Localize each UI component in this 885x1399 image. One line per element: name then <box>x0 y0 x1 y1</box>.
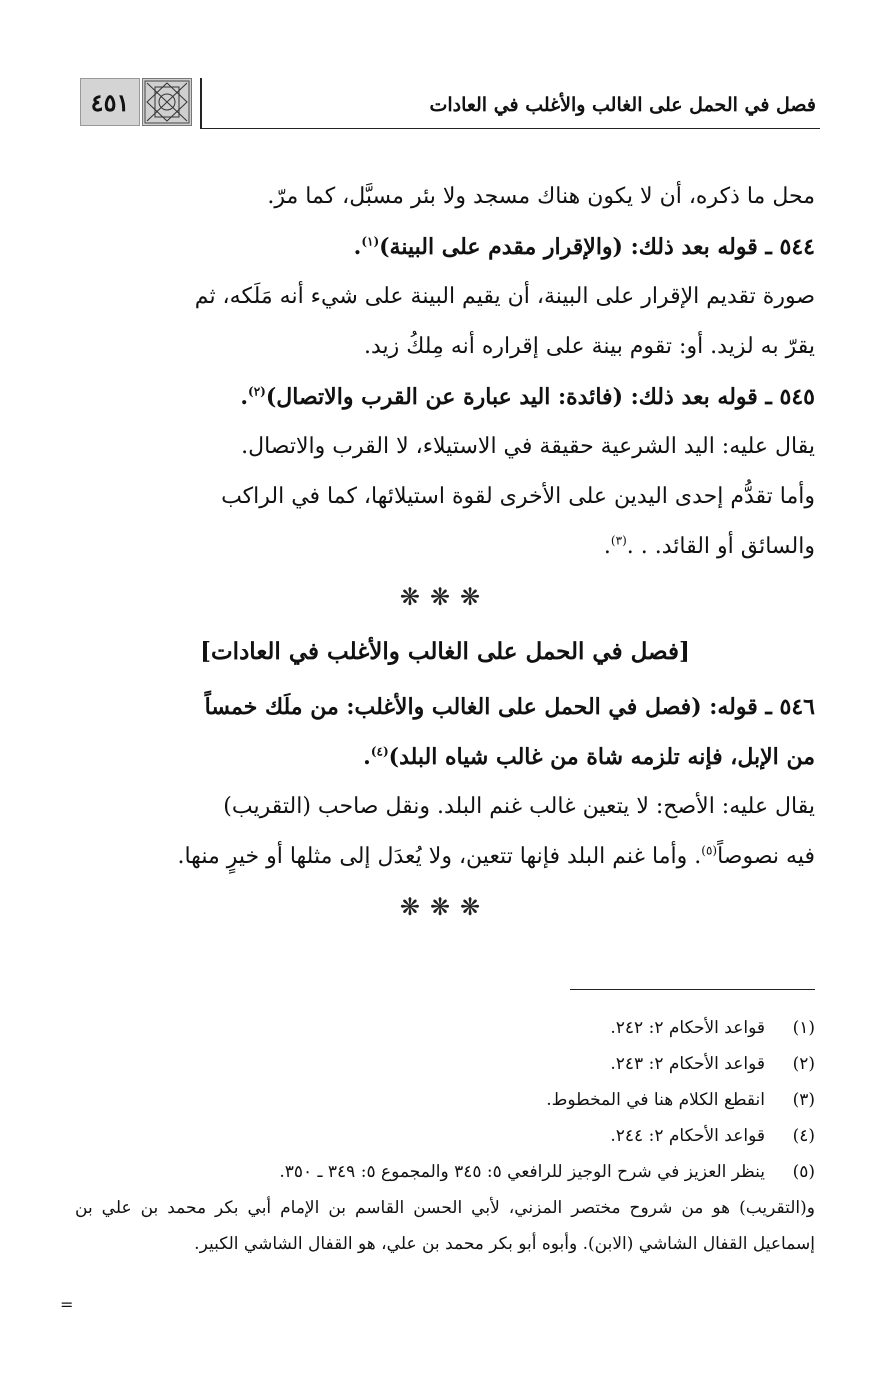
footnotes <box>75 1010 815 1262</box>
footnote-5-continuation: و(التقريب) هو من شروح مختصر المزني، لأبي الحسن القاسم بن الإمام أبي بكر محمد بن علي بن إسماعيل القفال الشاشي (الابن). وأبوه أبو بكر محمد بن علي، هو القفال الشاشي الكبير. <box>75 1198 815 1254</box>
geometric-ornament-icon <box>142 78 192 126</box>
header-rule <box>200 128 820 129</box>
page-number: ٤٥١ <box>80 78 140 126</box>
text-line: والسائق أو القائد. . .$^{(٣)}$. <box>603 533 815 559</box>
text-line: فيه نصوصاً$^{(٥)}$. وأما غنم البلد فإنها تتعين، ولا يُعدَل إلى مثلها أو خيرٍ منها. <box>177 843 815 869</box>
text-line: يقرّ به لزيد. أو: تقوم بينة على إقراره أنه مِلكُ زيد. <box>363 334 815 359</box>
footnote-ref: (٥) <box>701 843 718 858</box>
footnote-1: (١) قواعد الأحكام ٢: ٢٤٢. <box>610 1018 815 1038</box>
footnote-5: (٥) ينظر العزيز في شرح الوجيز للرافعي ٥: ٣٤٥ والمجموع ٥: ٣٤٩ ـ ٣٥٠. <box>279 1162 815 1182</box>
running-title: فصل في الحمل على الغالب والأغلب في العادات <box>429 94 816 116</box>
footnote-rule <box>570 989 815 990</box>
footnote-ref: (٢) <box>248 384 266 399</box>
main-text <box>75 172 815 932</box>
section-title: [فصل في الحمل على الغالب والأغلب في العادات] <box>200 638 690 665</box>
footnote-2: (٢) قواعد الأحكام ٢: ٢٤٣. <box>610 1054 815 1074</box>
footnote-ref: (١) <box>361 234 380 249</box>
page-header <box>70 72 820 132</box>
text-line: وأما تقدُّم إحدى اليدين على الأخرى لقوة استيلائها، كما في الراكب <box>221 484 815 509</box>
text-line: محل ما ذكره، أن لا يكون هناك مسجد ولا بئر مسبَّل، كما مرّ. <box>267 184 815 209</box>
margin-mark: = <box>60 1295 74 1314</box>
footnote-ref: (٤) <box>370 744 389 759</box>
text-line: يقال عليه: الأصح: لا يتعين غالب غنم البلد. ونقل صاحب (التقريب) <box>223 794 815 819</box>
section-separator-stars: ❋❋❋ <box>399 893 491 921</box>
entry-546-heading: ٥٤٦ ـ قوله: (فصل في الحمل على الغالب والأغلب: من ملَك خمساً <box>204 694 815 720</box>
text-line: يقال عليه: اليد الشرعية حقيقة في الاستيلاء، لا القرب والاتصال. <box>241 434 815 459</box>
header-divider <box>200 78 202 128</box>
footnote-4: (٤) قواعد الأحكام ٢: ٢٤٤. <box>610 1126 815 1146</box>
entry-545-heading: ٥٤٥ ـ قوله بعد ذلك: (فائدة: اليد عبارة عن القرب والاتصال)$^{(٢)}$. <box>240 384 815 410</box>
entry-544-heading: ٥٤٤ ـ قوله بعد ذلك: (والإقرار مقدم على البينة)$^{(١)}$. <box>353 234 815 260</box>
entry-546-heading-cont: من الإبل، فإنه تلزمه شاة من غالب شياه البلد)$^{(٤)}$. <box>363 744 815 770</box>
footnote-ref: (٣) <box>610 533 627 548</box>
text-line: صورة تقديم الإقرار على البينة، أن يقيم البينة على شيء أنه مَلَكه، ثم <box>194 284 815 309</box>
section-separator-stars: ❋❋❋ <box>399 583 491 611</box>
footnote-3: (٣) انقطع الكلام هنا في المخطوط. <box>546 1090 815 1110</box>
